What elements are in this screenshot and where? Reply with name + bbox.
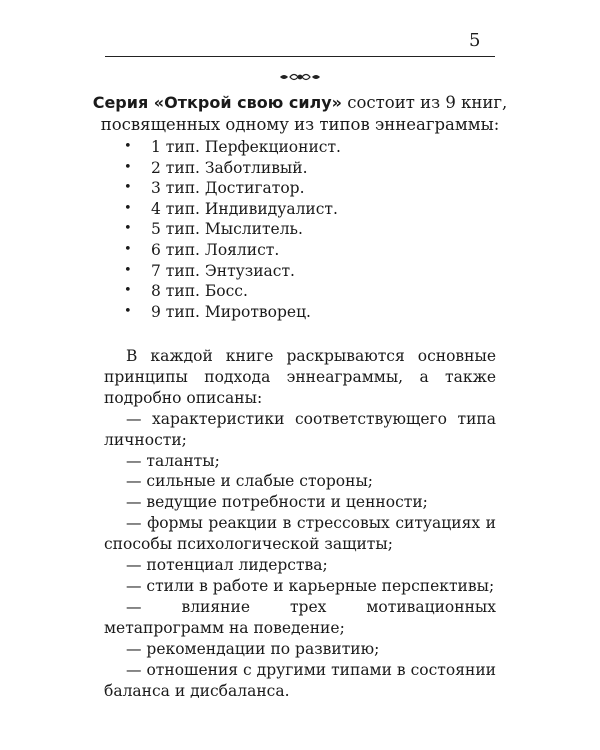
contents-lead: В каждой книге раскрываются основные принципы подхода эннеаграммы, а также подробно описаны:: [104, 347, 496, 407]
type-label: 3 тип. Достигатор.: [151, 179, 305, 198]
contents-item: — ведущие потребности и ценности;: [126, 493, 428, 512]
contents-item: — отношения с другими типами в состоянии баланса и дисбаланса.: [104, 660, 496, 700]
bullet-icon: •: [124, 221, 132, 237]
type-list-item: [124, 281, 341, 302]
bullet-icon: •: [124, 180, 132, 196]
type-list-item: [124, 178, 341, 199]
type-list-item: [124, 240, 341, 261]
bullet-icon: •: [124, 159, 132, 175]
bullet-icon: •: [124, 139, 132, 154]
type-list-item: [124, 158, 341, 179]
contents-item: — потенциал лидерства;: [126, 556, 328, 575]
contents-item: — таланты;: [126, 451, 220, 470]
series-intro: [80, 92, 520, 136]
contents-item: — формы реакции в стрессовых ситуациях и способы психологической защиты;: [104, 514, 496, 554]
contents-item: — сильные и слабые стороны;: [126, 472, 374, 491]
type-list-item: [124, 219, 341, 240]
bullet-icon: •: [124, 283, 132, 299]
series-title: Серия «Открой свою силу»: [92, 93, 343, 112]
type-label: 6 тип. Лоялист.: [151, 240, 280, 259]
bullet-icon: •: [124, 303, 132, 319]
type-label: 5 тип. Мыслитель.: [151, 220, 303, 239]
book-contents-description: [104, 346, 496, 701]
type-label: 8 тип. Босс.: [151, 282, 248, 301]
type-list-item: [124, 302, 341, 323]
enneagram-type-list: [124, 137, 341, 322]
type-list-item: [124, 261, 341, 282]
contents-items: [104, 409, 496, 702]
type-list-item: [124, 137, 341, 158]
contents-item: — характеристики соответствующего типа личности;: [104, 409, 496, 449]
header-rule: [105, 56, 495, 57]
bullet-icon: •: [124, 262, 132, 278]
type-label: 2 тип. Заботливый.: [151, 158, 308, 177]
series-description: состоит из 9 книг, посвященных одному из типов эннеаграммы:: [100, 93, 508, 134]
type-label: 7 тип. Энтузиаст.: [151, 261, 295, 280]
contents-item: — влияние трех мотивационных метапрограмм на поведение;: [104, 597, 496, 637]
ornament-icon: [278, 70, 322, 84]
contents-item: — рекомендации по развитию;: [126, 639, 380, 658]
type-label: 9 тип. Миротворец.: [151, 302, 311, 321]
type-label: 4 тип. Индивидуалист.: [151, 199, 338, 218]
contents-item: — стили в работе и карьерные перспективы;: [126, 576, 495, 595]
bullet-icon: •: [124, 200, 132, 216]
page-number: 5: [469, 30, 481, 51]
bullet-icon: •: [124, 241, 132, 257]
type-label: 1 тип. Перфекционист.: [151, 138, 341, 156]
type-list-item: [124, 199, 341, 220]
